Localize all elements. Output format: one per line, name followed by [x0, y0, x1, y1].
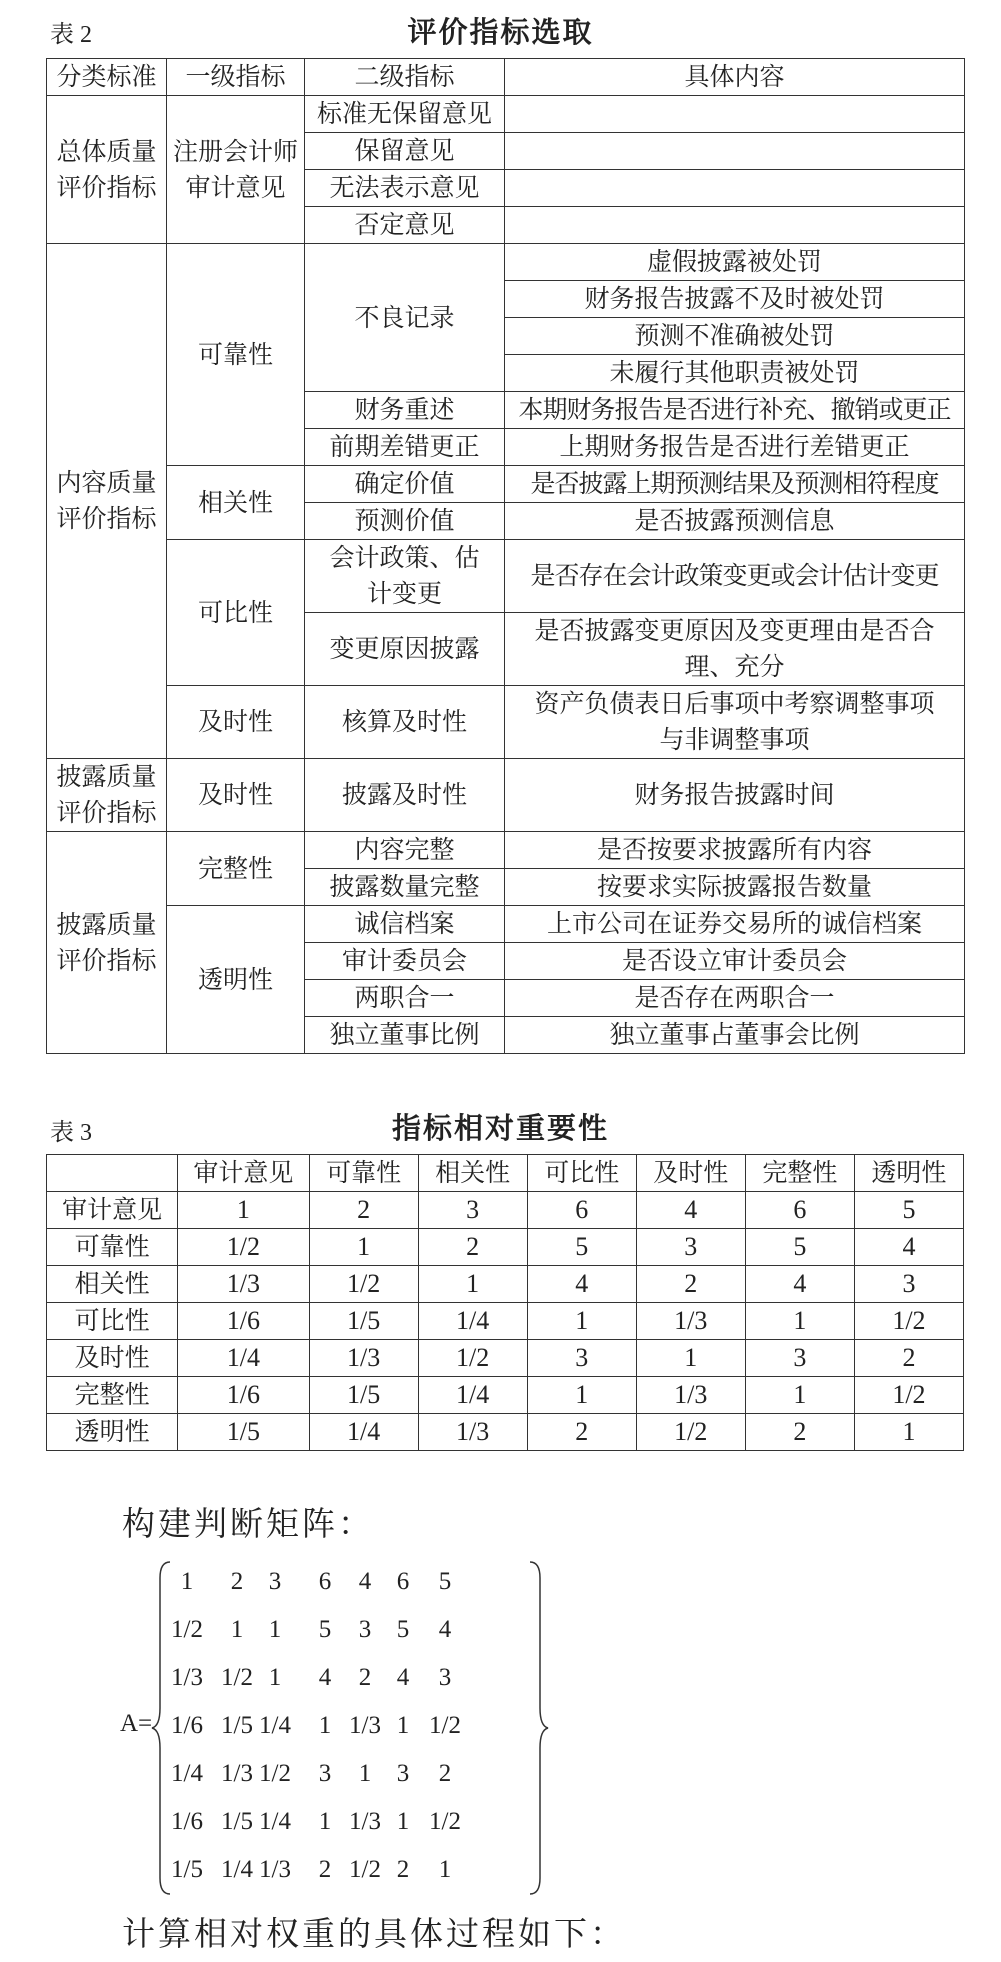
value-cell: 3 — [418, 1192, 527, 1229]
value-cell: 1/2 — [309, 1266, 418, 1303]
primary-index-cell: 透明性 — [167, 906, 305, 1054]
matrix-cell: 2 — [358, 1664, 372, 1691]
table-row — [47, 244, 965, 281]
matrix-cell: 4 — [318, 1664, 332, 1691]
value-cell: 2 — [527, 1414, 636, 1451]
content-cell: 是否披露预测信息 — [505, 503, 965, 540]
table-row — [47, 759, 965, 832]
matrix-cell: 1 — [268, 1664, 282, 1691]
primary-index-cell: 注册会计师审计意见 — [167, 96, 305, 244]
content-cell: 上市公司在证券交易所的诚信档案 — [505, 906, 965, 943]
secondary-index-cell: 披露数量完整 — [305, 869, 505, 906]
value-cell: 1/5 — [309, 1377, 418, 1414]
matrix-cell: 3 — [268, 1568, 282, 1595]
matrix-cell: 1/3 — [221, 1760, 253, 1787]
content-cell: 上期财务报告是否进行差错更正 — [505, 429, 965, 466]
matrix-cell: 3 — [438, 1664, 452, 1691]
primary-index-cell: 及时性 — [167, 686, 305, 759]
row-header-cell: 相关性 — [47, 1266, 178, 1303]
value-cell: 1 — [309, 1229, 418, 1266]
paragraph-compute-weights: 计算相对权重的具体过程如下： — [122, 1914, 626, 1953]
row-header-cell: 可比性 — [47, 1303, 178, 1340]
matrix-cell: 1/4 — [221, 1856, 253, 1883]
table-header-row — [47, 59, 965, 96]
matrix-cell: 1/4 — [259, 1808, 291, 1835]
matrix-cell: 2 — [318, 1856, 332, 1883]
matrix-cell: 1/5 — [221, 1712, 253, 1739]
judgment-matrix — [110, 1558, 550, 1898]
value-cell: 1/3 — [309, 1340, 418, 1377]
header-cell: 透明性 — [854, 1155, 963, 1192]
primary-index-cell: 可比性 — [167, 540, 305, 686]
header-cell: 及时性 — [636, 1155, 745, 1192]
matrix-cell: 2 — [438, 1760, 452, 1787]
table-row — [47, 1303, 964, 1340]
table-row — [47, 540, 965, 613]
value-cell: 2 — [636, 1266, 745, 1303]
matrix-cell: 1/2 — [221, 1664, 253, 1691]
matrix-cell: 1/4 — [259, 1712, 291, 1739]
value-cell: 1 — [636, 1340, 745, 1377]
value-cell: 1/3 — [636, 1303, 745, 1340]
matrix-cell: 5 — [438, 1568, 452, 1595]
primary-index-cell: 完整性 — [167, 832, 305, 906]
value-cell: 1/2 — [854, 1303, 963, 1340]
table-row — [47, 906, 965, 943]
value-cell: 1/6 — [178, 1303, 309, 1340]
matrix-cell: 1/2 — [349, 1856, 381, 1883]
content-cell: 是否披露变更原因及变更理由是否合理、充分 — [505, 613, 965, 686]
value-cell: 5 — [854, 1192, 963, 1229]
secondary-index-cell: 无法表示意见 — [305, 170, 505, 207]
row-header-cell: 透明性 — [47, 1414, 178, 1451]
value-cell: 1 — [178, 1192, 309, 1229]
matrix-cell: 1/2 — [429, 1808, 461, 1835]
table-row — [47, 1377, 964, 1414]
matrix-cell: 1/5 — [171, 1856, 203, 1883]
table3-title: 指标相对重要性 — [391, 1111, 609, 1145]
content-cell — [505, 96, 965, 133]
value-cell: 1/6 — [178, 1377, 309, 1414]
matrix-cell: 1/3 — [171, 1664, 203, 1691]
value-cell: 1/2 — [418, 1340, 527, 1377]
header-cell: 具体内容 — [505, 59, 965, 96]
matrix-cell: 1 — [318, 1712, 332, 1739]
value-cell: 3 — [745, 1340, 854, 1377]
value-cell: 6 — [745, 1192, 854, 1229]
value-cell: 2 — [418, 1229, 527, 1266]
category-cell: 披露质量评价指标 — [47, 759, 167, 832]
relative-importance-table — [46, 1154, 964, 1451]
value-cell: 1/5 — [309, 1303, 418, 1340]
category-cell: 内容质量评价指标 — [47, 244, 167, 759]
secondary-index-cell: 披露及时性 — [305, 759, 505, 832]
header-cell: 二级指标 — [305, 59, 505, 96]
content-cell: 是否设立审计委员会 — [505, 943, 965, 980]
content-cell: 是否存在会计政策变更或会计估计变更 — [505, 540, 965, 613]
table-row — [47, 1192, 964, 1229]
value-cell: 2 — [309, 1192, 418, 1229]
header-cell: 分类标准 — [47, 59, 167, 96]
table3-label: 表 3 — [50, 1120, 92, 1146]
value-cell: 4 — [636, 1192, 745, 1229]
matrix-cell: 2 — [230, 1568, 244, 1595]
content-cell — [505, 133, 965, 170]
matrix-cell: 1/6 — [171, 1712, 203, 1739]
secondary-index-cell: 内容完整 — [305, 832, 505, 869]
matrix-cell: 1/3 — [259, 1856, 291, 1883]
matrix-cell: 1/2 — [429, 1712, 461, 1739]
matrix-cell: 1 — [396, 1808, 410, 1835]
matrix-cell: 4 — [358, 1568, 372, 1595]
content-cell: 是否存在两职合一 — [505, 980, 965, 1017]
header-cell: 相关性 — [418, 1155, 527, 1192]
table-row — [47, 686, 965, 759]
content-cell: 虚假披露被处罚 — [505, 244, 965, 281]
value-cell: 1/4 — [178, 1340, 309, 1377]
content-cell: 财务报告披露不及时被处罚 — [505, 281, 965, 318]
secondary-index-cell: 诚信档案 — [305, 906, 505, 943]
secondary-index-cell: 保留意见 — [305, 133, 505, 170]
secondary-index-cell: 标准无保留意见 — [305, 96, 505, 133]
content-cell — [505, 207, 965, 244]
header-cell: 完整性 — [745, 1155, 854, 1192]
value-cell: 2 — [745, 1414, 854, 1451]
matrix-label: A= — [120, 1710, 153, 1737]
matrix-cell: 6 — [396, 1568, 410, 1595]
category-cell: 披露质量评价指标 — [47, 832, 167, 1054]
table-header-row — [47, 1155, 964, 1192]
secondary-index-cell: 独立董事比例 — [305, 1017, 505, 1054]
content-cell: 资产负债表日后事项中考察调整事项与非调整事项 — [505, 686, 965, 759]
content-cell: 本期财务报告是否进行补充、撤销或更正 — [505, 392, 965, 429]
secondary-index-cell: 变更原因披露 — [305, 613, 505, 686]
matrix-cell: 1 — [396, 1712, 410, 1739]
primary-index-cell: 及时性 — [167, 759, 305, 832]
table2-title: 评价指标选取 — [407, 15, 594, 49]
value-cell: 1 — [745, 1377, 854, 1414]
matrix-cell: 5 — [318, 1616, 332, 1643]
matrix-cell: 1 — [230, 1616, 244, 1643]
primary-index-cell: 可靠性 — [167, 244, 305, 466]
content-cell — [505, 170, 965, 207]
matrix-cell: 1/5 — [221, 1808, 253, 1835]
primary-index-cell: 相关性 — [167, 466, 305, 540]
secondary-index-cell: 会计政策、估计变更 — [305, 540, 505, 613]
matrix-cell: 1/2 — [171, 1616, 203, 1643]
matrix-cell: 1/3 — [349, 1712, 381, 1739]
value-cell: 1/3 — [178, 1266, 309, 1303]
secondary-index-cell: 财务重述 — [305, 392, 505, 429]
value-cell: 3 — [527, 1340, 636, 1377]
table-row — [47, 1229, 964, 1266]
secondary-index-cell: 核算及时性 — [305, 686, 505, 759]
table-row — [47, 1340, 964, 1377]
evaluation-index-table — [46, 58, 965, 1054]
value-cell: 4 — [854, 1229, 963, 1266]
content-cell: 是否按要求披露所有内容 — [505, 832, 965, 869]
header-cell — [47, 1155, 178, 1192]
table-row — [47, 1266, 964, 1303]
matrix-cell: 3 — [318, 1760, 332, 1787]
row-header-cell: 及时性 — [47, 1340, 178, 1377]
content-cell: 财务报告披露时间 — [505, 759, 965, 832]
content-cell: 独立董事占董事会比例 — [505, 1017, 965, 1054]
value-cell: 1/4 — [418, 1303, 527, 1340]
value-cell: 1 — [527, 1303, 636, 1340]
matrix-cell: 1/2 — [259, 1760, 291, 1787]
value-cell: 5 — [527, 1229, 636, 1266]
table2-label: 表 2 — [50, 22, 92, 48]
matrix-cell: 3 — [358, 1616, 372, 1643]
value-cell: 1 — [745, 1303, 854, 1340]
matrix-cell: 1 — [180, 1568, 194, 1595]
secondary-index-cell: 不良记录 — [305, 244, 505, 392]
matrix-cell: 5 — [396, 1616, 410, 1643]
matrix-cell: 3 — [396, 1760, 410, 1787]
value-cell: 1 — [854, 1414, 963, 1451]
content-cell: 预测不准确被处罚 — [505, 318, 965, 355]
secondary-index-cell: 审计委员会 — [305, 943, 505, 980]
row-header-cell: 完整性 — [47, 1377, 178, 1414]
header-cell: 审计意见 — [178, 1155, 309, 1192]
value-cell: 1 — [418, 1266, 527, 1303]
content-cell: 按要求实际披露报告数量 — [505, 869, 965, 906]
matrix-cell: 1 — [268, 1616, 282, 1643]
matrix-cell: 2 — [396, 1856, 410, 1883]
value-cell: 5 — [745, 1229, 854, 1266]
table-row — [47, 1414, 964, 1451]
content-cell: 是否披露上期预测结果及预测相符程度 — [505, 466, 965, 503]
secondary-index-cell: 预测价值 — [305, 503, 505, 540]
matrix-cell: 1/3 — [349, 1808, 381, 1835]
secondary-index-cell: 否定意见 — [305, 207, 505, 244]
value-cell: 4 — [745, 1266, 854, 1303]
matrix-cell: 1/4 — [171, 1760, 203, 1787]
table-row — [47, 466, 965, 503]
value-cell: 1/3 — [636, 1377, 745, 1414]
header-cell: 可比性 — [527, 1155, 636, 1192]
matrix-cell: 4 — [438, 1616, 452, 1643]
content-cell: 未履行其他职责被处罚 — [505, 355, 965, 392]
value-cell: 1/4 — [418, 1377, 527, 1414]
table-row — [47, 832, 965, 869]
matrix-cell: 1 — [438, 1856, 452, 1883]
value-cell: 6 — [527, 1192, 636, 1229]
value-cell: 1/4 — [309, 1414, 418, 1451]
matrix-cell: 6 — [318, 1568, 332, 1595]
value-cell: 3 — [854, 1266, 963, 1303]
secondary-index-cell: 两职合一 — [305, 980, 505, 1017]
value-cell: 3 — [636, 1229, 745, 1266]
header-cell: 一级指标 — [167, 59, 305, 96]
value-cell: 1/3 — [418, 1414, 527, 1451]
value-cell: 2 — [854, 1340, 963, 1377]
row-header-cell: 审计意见 — [47, 1192, 178, 1229]
secondary-index-cell: 确定价值 — [305, 466, 505, 503]
value-cell: 1 — [527, 1377, 636, 1414]
value-cell: 4 — [527, 1266, 636, 1303]
value-cell: 1/2 — [854, 1377, 963, 1414]
paragraph-build-matrix: 构建判断矩阵： — [122, 1504, 374, 1543]
matrix-cell: 1/6 — [171, 1808, 203, 1835]
value-cell: 1/2 — [178, 1229, 309, 1266]
header-cell: 可靠性 — [309, 1155, 418, 1192]
matrix-cell: 1 — [358, 1760, 372, 1787]
table-row — [47, 96, 965, 133]
secondary-index-cell: 前期差错更正 — [305, 429, 505, 466]
value-cell: 1/5 — [178, 1414, 309, 1451]
value-cell: 1/2 — [636, 1414, 745, 1451]
category-cell: 总体质量评价指标 — [47, 96, 167, 244]
matrix-cell: 4 — [396, 1664, 410, 1691]
matrix-cell: 1 — [318, 1808, 332, 1835]
row-header-cell: 可靠性 — [47, 1229, 178, 1266]
